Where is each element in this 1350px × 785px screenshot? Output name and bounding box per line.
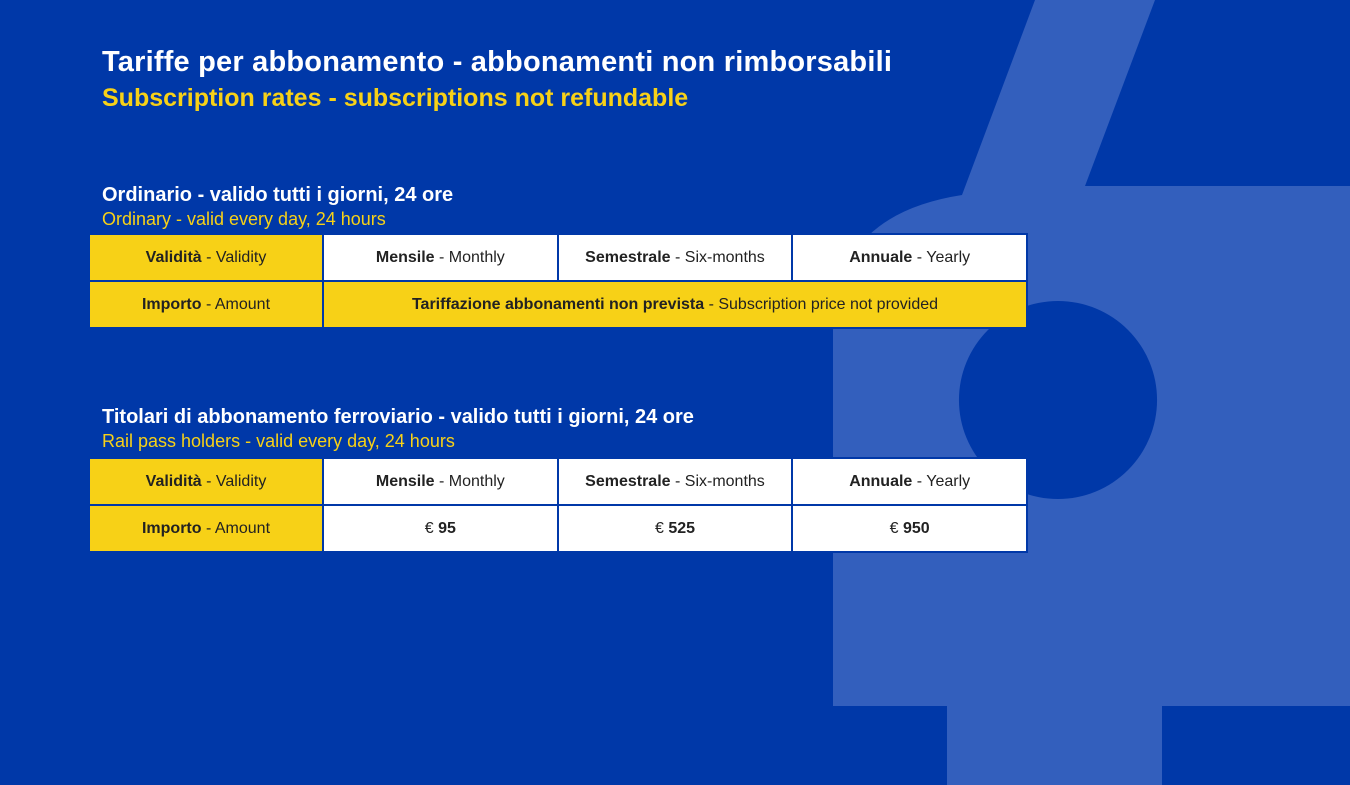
currency-symbol: € — [889, 519, 899, 537]
amount-label-cell — [89, 505, 323, 552]
yearly-header-cell — [792, 458, 1027, 505]
amount-label-it: Importo — [141, 295, 202, 313]
yearly-header-cell — [792, 234, 1027, 281]
yearly-label-it: Annuale — [849, 472, 913, 490]
validity-row — [89, 234, 1027, 281]
six-months-price: 525 — [668, 519, 696, 537]
six-months-label-it: Semestrale — [585, 248, 671, 266]
six-months-price-cell — [558, 505, 793, 552]
validity-label-en: - Validity — [201, 472, 267, 490]
monthly-header-cell — [323, 458, 558, 505]
monthly-price: 95 — [438, 519, 456, 537]
monthly-label-it: Mensile — [375, 248, 435, 266]
price-not-provided-cell — [323, 281, 1027, 328]
six-months-label-en: - Six-months — [670, 472, 765, 490]
monthly-label-it: Mensile — [375, 472, 435, 490]
amount-label-en: - Amount — [201, 295, 271, 313]
six-months-header-cell — [558, 458, 793, 505]
page-title: Tariffe per abbonamento - abbonamenti non rimborsabili — [102, 46, 893, 78]
section-rail-pass-subtitle: Rail pass holders - valid every day, 24 hours — [102, 431, 455, 451]
validity-label-it: Validità — [145, 248, 202, 266]
rail-pass-rates-table — [88, 457, 1028, 553]
section-ordinary-subtitle: Ordinary - valid every day, 24 hours — [102, 209, 386, 229]
amount-row — [89, 281, 1027, 328]
amount-label-en: - Amount — [201, 519, 271, 537]
section-rail-pass-title: Titolari di abbonamento ferroviario - valido tutti i giorni, 24 ore — [102, 406, 694, 428]
monthly-header-cell — [323, 234, 558, 281]
yearly-label-en: - Yearly — [912, 248, 971, 266]
amount-label-cell — [89, 281, 323, 328]
amount-label-it: Importo — [141, 519, 202, 537]
validity-row — [89, 458, 1027, 505]
yearly-label-en: - Yearly — [912, 472, 971, 490]
validity-label-cell — [89, 234, 323, 281]
six-months-label-it: Semestrale — [585, 472, 671, 490]
price-note-it: Tariffazione abbonamenti non prevista — [411, 295, 705, 313]
six-months-label-en: - Six-months — [670, 248, 765, 266]
amount-row — [89, 505, 1027, 552]
currency-symbol: € — [654, 519, 664, 537]
validity-label-cell — [89, 458, 323, 505]
page-subtitle: Subscription rates - subscriptions not refundable — [102, 84, 689, 112]
validity-label-en: - Validity — [201, 248, 267, 266]
price-note-en: - Subscription price not provided — [704, 295, 939, 313]
monthly-label-en: - Monthly — [434, 248, 505, 266]
monthly-price-cell — [323, 505, 558, 552]
validity-label-it: Validità — [145, 472, 202, 490]
yearly-price-cell — [792, 505, 1027, 552]
yearly-price: 950 — [902, 519, 930, 537]
ordinary-rates-table — [88, 233, 1028, 329]
monthly-label-en: - Monthly — [434, 472, 505, 490]
yearly-label-it: Annuale — [849, 248, 913, 266]
section-ordinary-title: Ordinario - valido tutti i giorni, 24 ore — [102, 184, 454, 206]
currency-symbol: € — [424, 519, 434, 537]
six-months-header-cell — [558, 234, 793, 281]
